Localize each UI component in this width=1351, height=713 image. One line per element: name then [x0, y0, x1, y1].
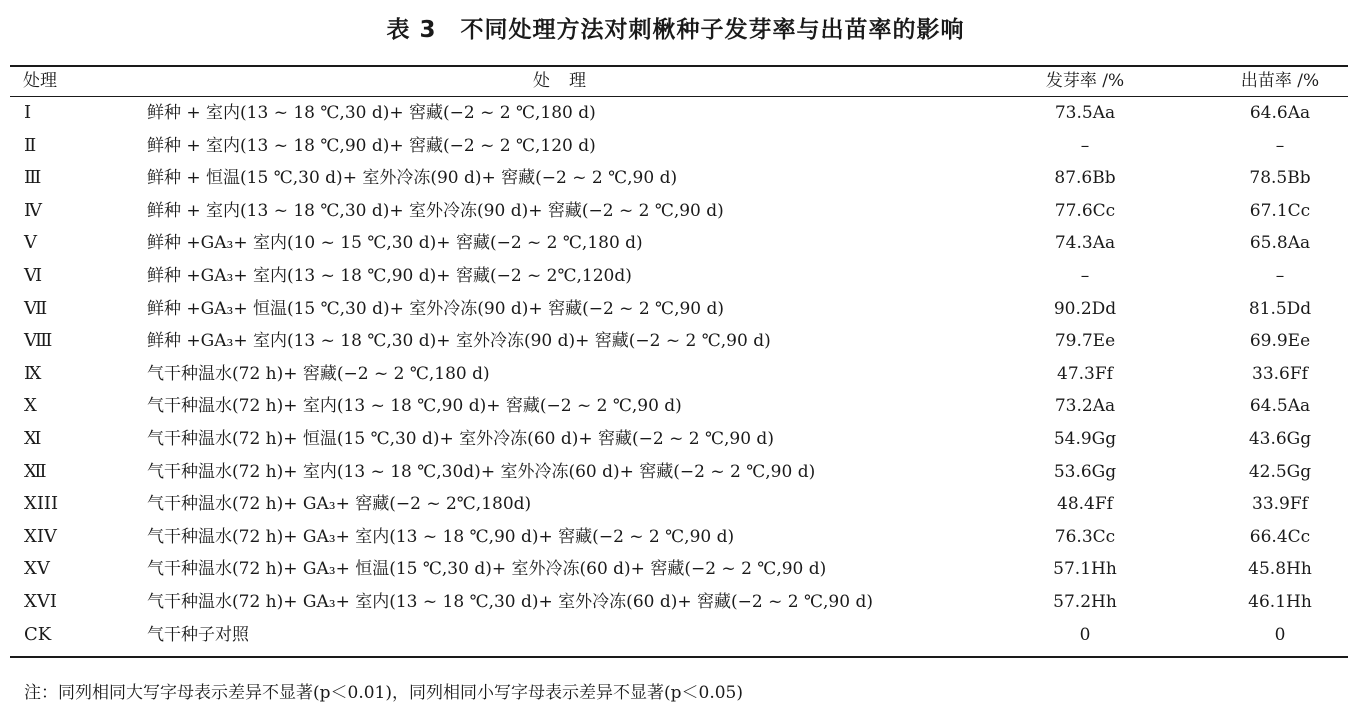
header-germination: 发芽率 /% — [1045, 71, 1125, 91]
table-row — [10, 195, 1348, 227]
row-emergence: 64.6Aa — [1249, 103, 1311, 123]
row-germination: 53.6Gg — [1053, 461, 1117, 482]
row-emergence: 0 — [1274, 624, 1286, 645]
row-treatment: 鲜种 +GA₃+ 室内(13 ~ 18 ℃,30 d)+ 室外冷冻(90 d)+ 窖藏(−2 ~ 2 ℃,90 d) — [147, 331, 771, 352]
table-row — [10, 553, 1348, 585]
table-row — [10, 97, 1348, 129]
row-germination: 47.3Ff — [1057, 363, 1113, 384]
row-code: Ⅶ — [24, 297, 48, 319]
row-treatment: 气干种温水(72 h)+ 恒温(15 ℃,30 d)+ 室外冷冻(60 d)+ 窖藏(−2 ~ 2 ℃,90 d) — [147, 429, 774, 449]
header-treatment: 处 理 — [533, 71, 587, 91]
row-code: Ⅱ — [24, 134, 37, 156]
row-emergence: 64.5Aa — [1249, 396, 1311, 417]
row-treatment: 鲜种 + 室内(13 ~ 18 ℃,30 d)+ 室外冷冻(90 d)+ 窖藏(−2 ~ 2 ℃,90 d) — [147, 200, 724, 221]
row-treatment: 鲜种 +GA₃+ 恒温(15 ℃,30 d)+ 室外冷冻(90 d)+ 窖藏(−2 ~ 2 ℃,90 d) — [147, 298, 725, 319]
table-header — [10, 65, 1348, 97]
row-code: CK — [24, 623, 52, 645]
table-row — [10, 521, 1348, 553]
row-code: Ⅴ — [24, 232, 37, 254]
row-germination: 73.5Aa — [1054, 103, 1116, 123]
row-treatment: 鲜种 +GA₃+ 室内(10 ~ 15 ℃,30 d)+ 窖藏(−2 ~ 2 ℃,180 d) — [147, 233, 643, 254]
row-germination: 74.3Aa — [1054, 233, 1116, 254]
table-row — [10, 260, 1348, 292]
row-code: XV — [24, 558, 50, 580]
row-code: Ⅳ — [24, 199, 42, 221]
row-treatment: 鲜种 + 恒温(15 ℃,30 d)+ 室外冷冻(90 d)+ 窖藏(−2 ~ 2 ℃,90 d) — [147, 168, 678, 189]
row-germination: 57.1Hh — [1053, 559, 1117, 580]
row-germination: 79.7Ee — [1054, 331, 1116, 352]
row-code: Ⅻ — [24, 460, 47, 482]
table-row — [10, 293, 1348, 325]
row-code: Ⅷ — [24, 330, 53, 352]
row-code: Ⅹ — [24, 395, 37, 417]
row-emergence: 67.1Cc — [1249, 200, 1311, 221]
bottom-rule — [10, 656, 1348, 658]
row-treatment: 气干种温水(72 h)+ GA₃+ 窖藏(−2 ~ 2℃,180d) — [147, 494, 532, 515]
row-treatment: 气干种温水(72 h)+ 室内(13 ~ 18 ℃,90 d)+ 窖藏(−2 ~ 2 ℃,90 d) — [147, 396, 682, 417]
row-treatment: 鲜种 +GA₃+ 室内(13 ~ 18 ℃,90 d)+ 窖藏(−2 ~ 2℃,120d) — [147, 266, 632, 286]
row-treatment: 气干种温水(72 h)+ GA₃+ 室内(13 ~ 18 ℃,90 d)+ 窖藏(−2 ~ 2 ℃,90 d) — [147, 526, 735, 547]
row-germination: – — [1080, 266, 1090, 286]
table-title: 表 3 不同处理方法对刺楸种子发芽率与出苗率的影响 — [386, 17, 965, 43]
row-emergence: 66.4Cc — [1249, 526, 1311, 547]
row-emergence: 43.6Gg — [1248, 429, 1312, 449]
table-row — [10, 130, 1348, 162]
table-row — [10, 423, 1348, 455]
row-germination: 77.6Cc — [1054, 200, 1116, 221]
row-germination: 48.4Ff — [1057, 494, 1113, 515]
row-emergence: – — [1275, 135, 1285, 156]
table-row — [10, 358, 1348, 390]
header-code: 处理 — [23, 71, 57, 91]
row-treatment: 气干种温水(72 h)+ GA₃+ 恒温(15 ℃,30 d)+ 室外冷冻(60 d)+ 窖藏(−2 ~ 2 ℃,90 d) — [147, 559, 827, 580]
table-row — [10, 325, 1348, 357]
row-germination: 76.3Cc — [1054, 526, 1116, 547]
row-treatment: 气干种子对照 — [147, 624, 249, 645]
row-code: Ⅸ — [24, 362, 42, 384]
row-code: XIV — [24, 525, 57, 547]
row-emergence: 33.6Ff — [1252, 363, 1308, 384]
row-code: XVI — [24, 591, 57, 612]
row-emergence: 69.9Ee — [1249, 331, 1311, 352]
table-row — [10, 227, 1348, 259]
table-note: 注：同列相同大写字母表示差异不显著(p＜0.01)，同列相同小写字母表示差异不显著(p＜0.05) — [24, 683, 743, 703]
row-treatment: 鲜种 + 室内(13 ~ 18 ℃,90 d)+ 窖藏(−2 ~ 2 ℃,120 d) — [147, 135, 596, 156]
row-germination: 73.2Aa — [1054, 396, 1116, 417]
row-germination: 0 — [1079, 624, 1091, 645]
row-treatment: 气干种温水(72 h)+ GA₃+ 室内(13 ~ 18 ℃,30 d)+ 室外冷冻(60 d)+ 窖藏(−2 ~ 2 ℃,90 d) — [147, 592, 873, 612]
table-row — [10, 619, 1348, 651]
row-germination: 90.2Dd — [1053, 298, 1117, 319]
header-emergence: 出苗率 /% — [1240, 71, 1320, 91]
table-row — [10, 456, 1348, 488]
row-emergence: 42.5Gg — [1248, 461, 1312, 482]
row-code: XIII — [24, 493, 59, 515]
row-germination: 87.6Bb — [1054, 168, 1116, 189]
table-row — [10, 488, 1348, 520]
row-germination: 57.2Hh — [1053, 592, 1117, 612]
row-germination: – — [1080, 135, 1090, 156]
row-emergence: 81.5Dd — [1248, 298, 1312, 319]
row-emergence: 65.8Aa — [1249, 233, 1311, 254]
row-emergence: 33.9Ff — [1252, 494, 1308, 515]
row-germination: 54.9Gg — [1053, 429, 1117, 449]
row-emergence: 46.1Hh — [1248, 592, 1312, 612]
row-treatment: 气干种温水(72 h)+ 室内(13 ~ 18 ℃,30d)+ 室外冷冻(60 d)+ 窖藏(−2 ~ 2 ℃,90 d) — [147, 461, 816, 482]
row-emergence: – — [1275, 266, 1285, 286]
row-code: Ⅲ — [24, 167, 42, 189]
row-code: Ⅰ — [24, 102, 32, 123]
row-code: Ⅺ — [24, 428, 42, 449]
row-emergence: 45.8Hh — [1248, 559, 1312, 580]
table-row — [10, 390, 1348, 422]
row-treatment: 气干种温水(72 h)+ 窖藏(−2 ~ 2 ℃,180 d) — [147, 363, 490, 384]
table-row — [10, 162, 1348, 194]
row-emergence: 78.5Bb — [1249, 168, 1311, 189]
row-code: Ⅵ — [24, 265, 43, 286]
table-row — [10, 586, 1348, 618]
row-treatment: 鲜种 + 室内(13 ~ 18 ℃,30 d)+ 窖藏(−2 ~ 2 ℃,180 d) — [147, 103, 596, 123]
